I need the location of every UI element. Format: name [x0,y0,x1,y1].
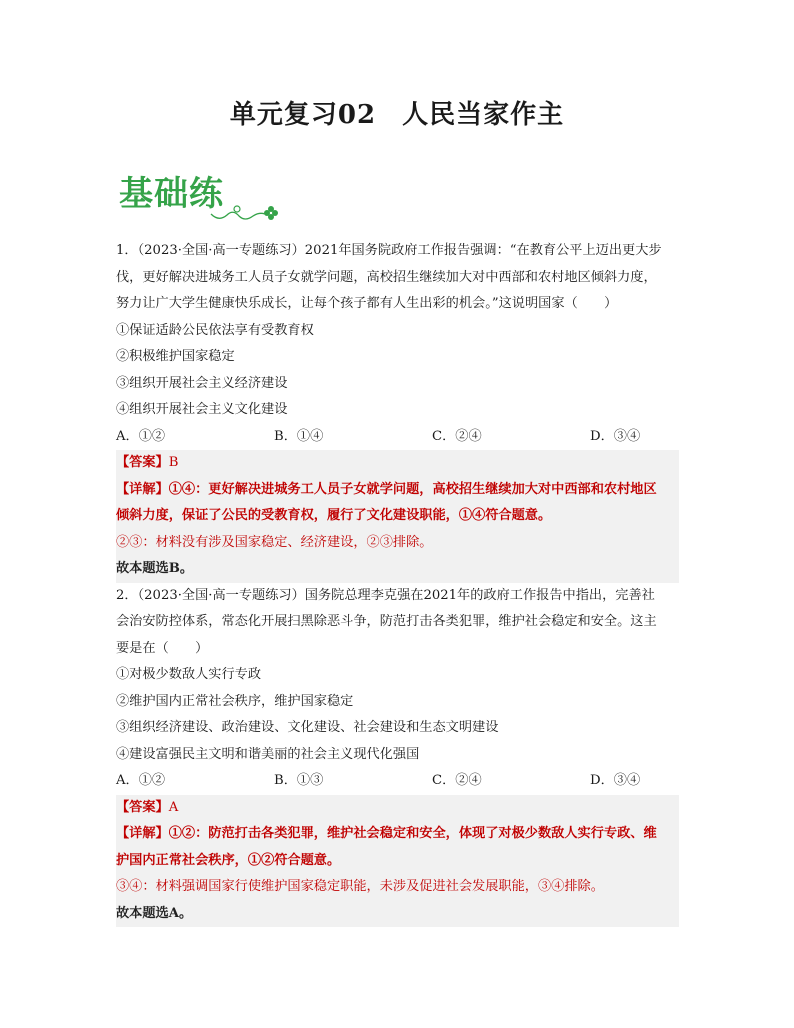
detail-text: 倾斜力度，保证了公民的受教育权，履行了文化建设职能，①④符合题意。 [116,508,552,523]
section-badge-label: 基础练 [119,174,224,214]
answer-options [116,768,679,795]
option-b: B．①③ [274,773,324,788]
question-stem-line: 要是在（ ） [116,640,209,656]
option-c: C．②④ [432,773,482,788]
question-stem-line: 努力让广大学生健康快乐成长，让每个孩子都有人生出彩的机会。”这说明国家（ ） [116,296,618,311]
question-stem-line: 1．（2023·全国·高一专题练习）2021年国务院政府工作报告强调：“在教育公平上迈出更大步 [116,243,662,258]
page-title [0,94,794,131]
detail-tag: 【详解】 [116,481,169,497]
statement-item: ③组织经济建设、政治建设、文化建设、社会建设和生态文明建设 [116,720,499,735]
question-2 [116,583,679,928]
conclusion-text: 故本题选B。 [116,561,194,576]
detail-tag: 【详解】 [116,826,169,841]
clover-vine-icon [119,172,289,222]
exclusion-text: ③④：材料强调国家行使维护国家稳定职能，未涉及促进社会发展职能，③④排除。 [116,879,604,894]
statement-item: ①保证适龄公民依法享有受教育权 [116,322,314,338]
answer-block [116,450,679,583]
statement-item: ④组织开展社会主义文化建设 [116,402,288,417]
detail-text: ①②：防范打击各类犯罪，维护社会稳定和安全，体现了对极少数敌人实行专政、维 [168,826,657,841]
answer-options [116,424,679,451]
detail-text: 护国内正常社会秩序，①②符合题意。 [116,852,341,868]
question-stem-line: 伐，更好解决进城务工人员子女就学问题，高校招生继续加大对中西部和农村地区倾斜力度， [116,269,657,285]
answer-value: A [168,799,179,815]
detail-text: ①④：更好解决进城务工人员子女就学问题，高校招生继续加大对中西部和农村地区 [168,481,657,497]
exclusion-text: ②③：材料没有涉及国家稳定、经济建设，②③排除。 [116,534,433,550]
option-a: A．①② [116,773,166,788]
statement-item: ③组织开展社会主义经济建设 [116,375,288,391]
answer-value: B [168,455,179,470]
statement-item: ①对极少数敌人实行专政 [116,667,262,682]
answer-tag: 【答案】 [116,799,169,815]
conclusion-text: 故本题选A。 [116,905,193,921]
section-badge [119,172,289,222]
option-d: D．③④ [590,428,641,444]
option-b: B．①④ [274,428,324,444]
statement-item: ④建设富强民主文明和谐美丽的社会主义现代化强国 [116,746,420,762]
answer-tag: 【答案】 [116,455,169,470]
title-part-2: 人民当家作主 [402,100,565,130]
question-stem-line: 2．（2023·全国·高一专题练习）国务院总理李克强在2021年的政府工作报告中指出，完善社 [116,587,655,603]
option-c: C．②④ [432,428,482,444]
statement-item: ②积极维护国家稳定 [116,349,235,364]
question-1 [116,238,679,583]
question-list [116,238,679,927]
option-d: D．③④ [590,773,641,788]
option-a: A．①② [116,428,166,444]
title-part-1: 单元复习02 [229,100,377,130]
answer-block [116,795,679,928]
question-stem-line: 会治安防控体系，常态化开展扫黑除恶斗争，防范打击各类犯罪，维护社会稳定和安全。这主 [116,614,657,629]
statement-item: ②维护国内正常社会秩序，维护国家稳定 [116,693,354,709]
